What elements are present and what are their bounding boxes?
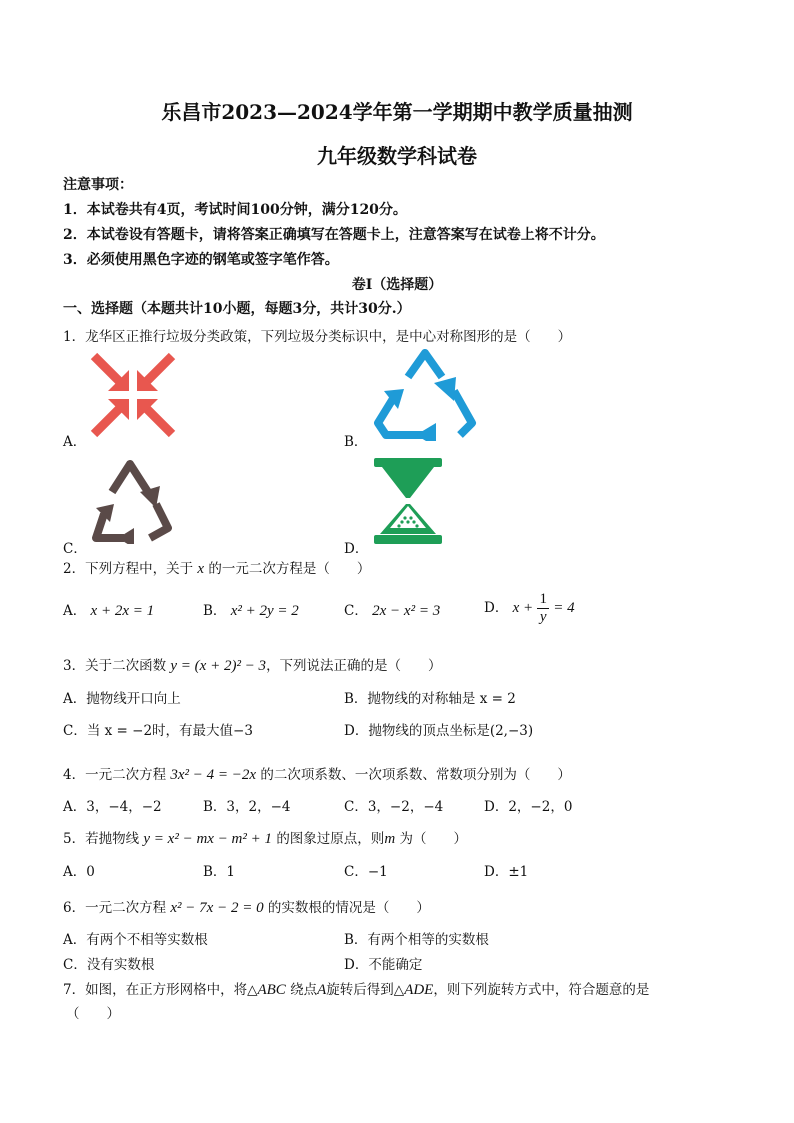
note-item-2: 2．本试卷设有答题卡，请将答案正确填写在答题卡上，注意答案写在试卷上将不计分。 [63,227,605,243]
recycle-blue-icon [372,347,478,441]
q4-option-b: B．3，2，−4 [203,799,291,815]
q6-option-b: B．有两个相等的实数根 [344,932,489,948]
q5-option-a: A．0 [63,864,95,880]
q6-stem: 6．一元二次方程 x² − 7x − 2 = 0 的实数根的情况是（ ） [63,900,430,916]
q2-stem: 2．下列方程中，关于 x 的一元二次方程是（ ） [63,561,371,577]
q5-stem: 5．若抛物线 y = x² − mx − m² + 1 的图象过原点，则m 为（ ） [63,831,467,847]
page-title: 乐昌市2023—2024学年第一学期期中教学质量抽测 [161,100,633,124]
q4-option-c: C．3，−2，−4 [344,799,444,815]
q6-option-c: C．没有实数根 [63,957,155,973]
q1-option-d-label: D． [344,541,369,557]
hourglass-icon [372,456,444,546]
part-title: 卷Ⅰ（选择题） [351,277,443,293]
q7-stem: 7．如图，在正方形网格中，将△ABC 绕点A旋转后得到△ADE，则下列旋转方式中，符合题意的是 [63,982,650,998]
q1-option-c-label: C． [63,541,87,557]
inward-arrows-icon [88,350,178,440]
note-item-1: 1．本试卷共有4页，考试时间100分钟，满分120分。 [63,202,407,218]
q5-option-c: C．−1 [344,864,388,880]
q3-option-b: B．抛物线的对称轴是 x = 2 [344,691,516,707]
q2-option-c: C． 2x − x² = 3 [344,603,441,619]
q6-option-d: D．不能确定 [344,957,423,973]
q7-answer-bracket: （ ） [66,1006,120,1022]
q4-stem: 4．一元二次方程 3x² − 4 = −2x 的二次项系数、一次项系数、常数项分别为（ ） [63,767,571,783]
q1-option-a-label: A． [63,434,87,450]
q1-option-b-label: B． [344,434,368,450]
q3-option-c: C．当 x = −2时，有最大值−3 [63,723,253,739]
recycle-brown-icon [90,458,172,544]
q2-option-d: D． x + $\frac{1}{y}$ = 4 [484,591,575,625]
q6-option-a: A．有两个不相等实数根 [63,932,208,948]
q3-stem: 3．关于二次函数 y = (x + 2)² − 3，下列说法正确的是（ ） [63,658,442,674]
q5-option-b: B．1 [203,864,236,880]
note-item-3: 3．必须使用黑色字迹的钢笔或签字笔作答。 [63,252,339,268]
page-subtitle: 九年级数学科试卷 [317,144,477,168]
q4-option-a: A．3，−4，−2 [63,799,162,815]
notes-heading: 注意事项： [63,177,133,193]
q3-option-a: A．抛物线开口向上 [63,691,181,707]
q4-option-d: D．2，−2，0 [484,799,573,815]
q5-option-d: D．±1 [484,864,529,880]
q2-option-b: B． x² + 2y = 2 [203,603,299,619]
q3-option-d: D．抛物线的顶点坐标是(2,−3) [344,723,534,739]
section-title: 一、选择题（本题共计10小题，每题3分，共计30分.） [63,301,411,317]
q1-stem: 1．龙华区正推行垃圾分类政策，下列垃圾分类标识中，是中心对称图形的是（ ） [63,329,572,345]
q2-option-a: A． x + 2x = 1 [63,603,155,619]
